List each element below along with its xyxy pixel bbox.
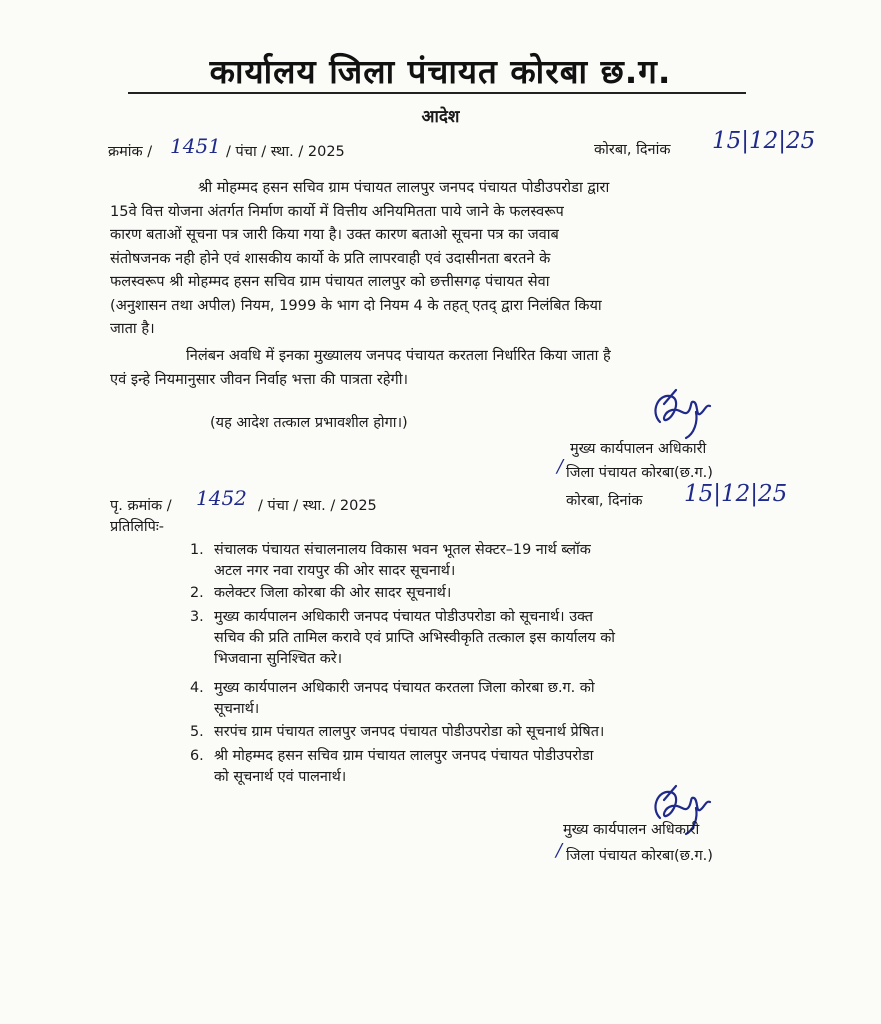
para2-line: निलंबन अवधि में इनका मुख्यालय जनपद पंचायत करतला निर्धारित किया जाता है	[186, 347, 611, 364]
list-line: संचालक पंचायत संचालनालय विकास भवन भूतल सेक्टर–19 नार्थ ब्लॉक	[214, 542, 591, 558]
copy-date: 15|12|25	[684, 481, 788, 507]
para1-line: संतोषजनक नही होने एवं शासकीय कार्यो के प्रति लापरवाही एवं उदासीनता बरतने के	[110, 249, 551, 267]
pen-tick-mark: /	[557, 456, 564, 477]
order-paragraph-1	[110, 176, 778, 341]
office-title: कार्यालय जिला पंचायत कोरबा छ.ग.	[209, 52, 672, 91]
order-place-date-label: कोरबा, दिनांक	[594, 142, 671, 158]
para1-line: श्री मोहम्मद हसन सचिव ग्राम पंचायत लालपुर जनपद पंचायत पोडीउपरोडा द्वारा	[198, 179, 610, 196]
signatory-designation-1: मुख्य कार्यपालन अधिकारी	[570, 441, 707, 457]
list-number: 4.	[190, 680, 204, 696]
list-line: सरपंच ग्राम पंचायत लालपुर जनपद पंचायत पोडीउपरोडा को सूचनार्थ प्रेषित।	[214, 724, 605, 740]
list-number: 2.	[190, 585, 204, 601]
signature-1	[640, 382, 730, 442]
copy-list-item	[190, 678, 790, 722]
list-line: सचिव की प्रति तामिल करावे एवं प्राप्ति अभिस्वीकृति तत्काल इस कार्यालय को	[214, 630, 616, 646]
para1-line: कारण बताओं सूचना पत्र जारी किया गया है। उक्त कारण बताओ सूचना पत्र का जवाब	[110, 226, 559, 243]
copy-place-date-label: कोरबा, दिनांक	[566, 493, 643, 509]
list-line: मुख्य कार्यपालन अधिकारी जनपद पंचायत करतला जिला कोरबा छ.ग. को	[214, 680, 595, 696]
copy-list-item	[190, 607, 790, 673]
para1-line: (अनुशासन तथा अपील) नियम, 1999 के भाग दो नियम 4 के तहत् एतद् द्वारा निलंबित किया	[110, 296, 602, 314]
copy-ref-prefix: पृ. क्रमांक /	[110, 498, 172, 514]
list-number: 6.	[190, 748, 204, 764]
list-line: कलेक्टर जिला कोरबा की ओर सादर सूचनार्थ।	[214, 585, 452, 601]
effective-note: (यह आदेश तत्काल प्रभावशील होगा।)	[210, 415, 408, 431]
list-line: अटल नगर नवा रायपुर की ओर सादर सूचनार्थ।	[214, 563, 456, 579]
signatory-office-2: जिला पंचायत कोरबा(छ.ग.)	[566, 848, 713, 864]
order-ref-suffix: / पंचा / स्था. / 2025	[226, 144, 345, 160]
order-ref-number: 1451	[170, 134, 221, 158]
para2-line: एवं इन्हे नियमानुसार जीवन निर्वाह भत्ता की पात्रता रहेगी।	[110, 370, 409, 388]
para1-line: 15वे वित्त योजना अंतर्गत निर्माण कार्यो में वित्तीय अनियमितता पाये जाने के फलस्वरूप	[110, 202, 564, 220]
order-ref-prefix: क्रमांक /	[108, 144, 153, 160]
para1-line: फलस्वरूप श्री मोहम्मद हसन सचिव ग्राम पंचायत लालपुर को छत्तीसगढ़ पंचायत सेवा	[110, 273, 550, 290]
copy-label: प्रतिलिपिः-	[110, 519, 165, 535]
copy-list-item	[190, 722, 790, 744]
para1-line: जाता है।	[110, 320, 155, 337]
copy-ref-suffix: / पंचा / स्था. / 2025	[258, 498, 377, 514]
list-number: 5.	[190, 724, 204, 740]
list-line: को सूचनार्थ एवं पालनार्थ।	[214, 769, 347, 785]
list-number: 3.	[190, 609, 204, 625]
list-line: मुख्य कार्यपालन अधिकारी जनपद पंचायत पोडीउपरोडा को सूचनार्थ। उक्त	[214, 609, 594, 625]
title-underline	[128, 92, 746, 94]
copy-list-item	[190, 583, 790, 605]
pen-tick-mark: /	[556, 840, 563, 861]
order-date: 15|12|25	[712, 128, 816, 154]
copy-ref-number: 1452	[196, 486, 247, 510]
signatory-office-1: जिला पंचायत कोरबा(छ.ग.)	[566, 465, 713, 481]
list-line: सूचनार्थ।	[214, 701, 260, 717]
list-number: 1.	[190, 542, 204, 558]
copy-list-item	[190, 540, 790, 584]
list-line: भिजवाना सुनिश्चित करे।	[214, 651, 343, 667]
list-line: श्री मोहम्मद हसन सचिव ग्राम पंचायत लालपुर जनपद पंचायत पोडीउपरोडा	[214, 748, 594, 764]
signatory-designation-2: मुख्य कार्यपालन अधिकारी	[563, 822, 700, 838]
order-heading: आदेश	[421, 107, 460, 127]
